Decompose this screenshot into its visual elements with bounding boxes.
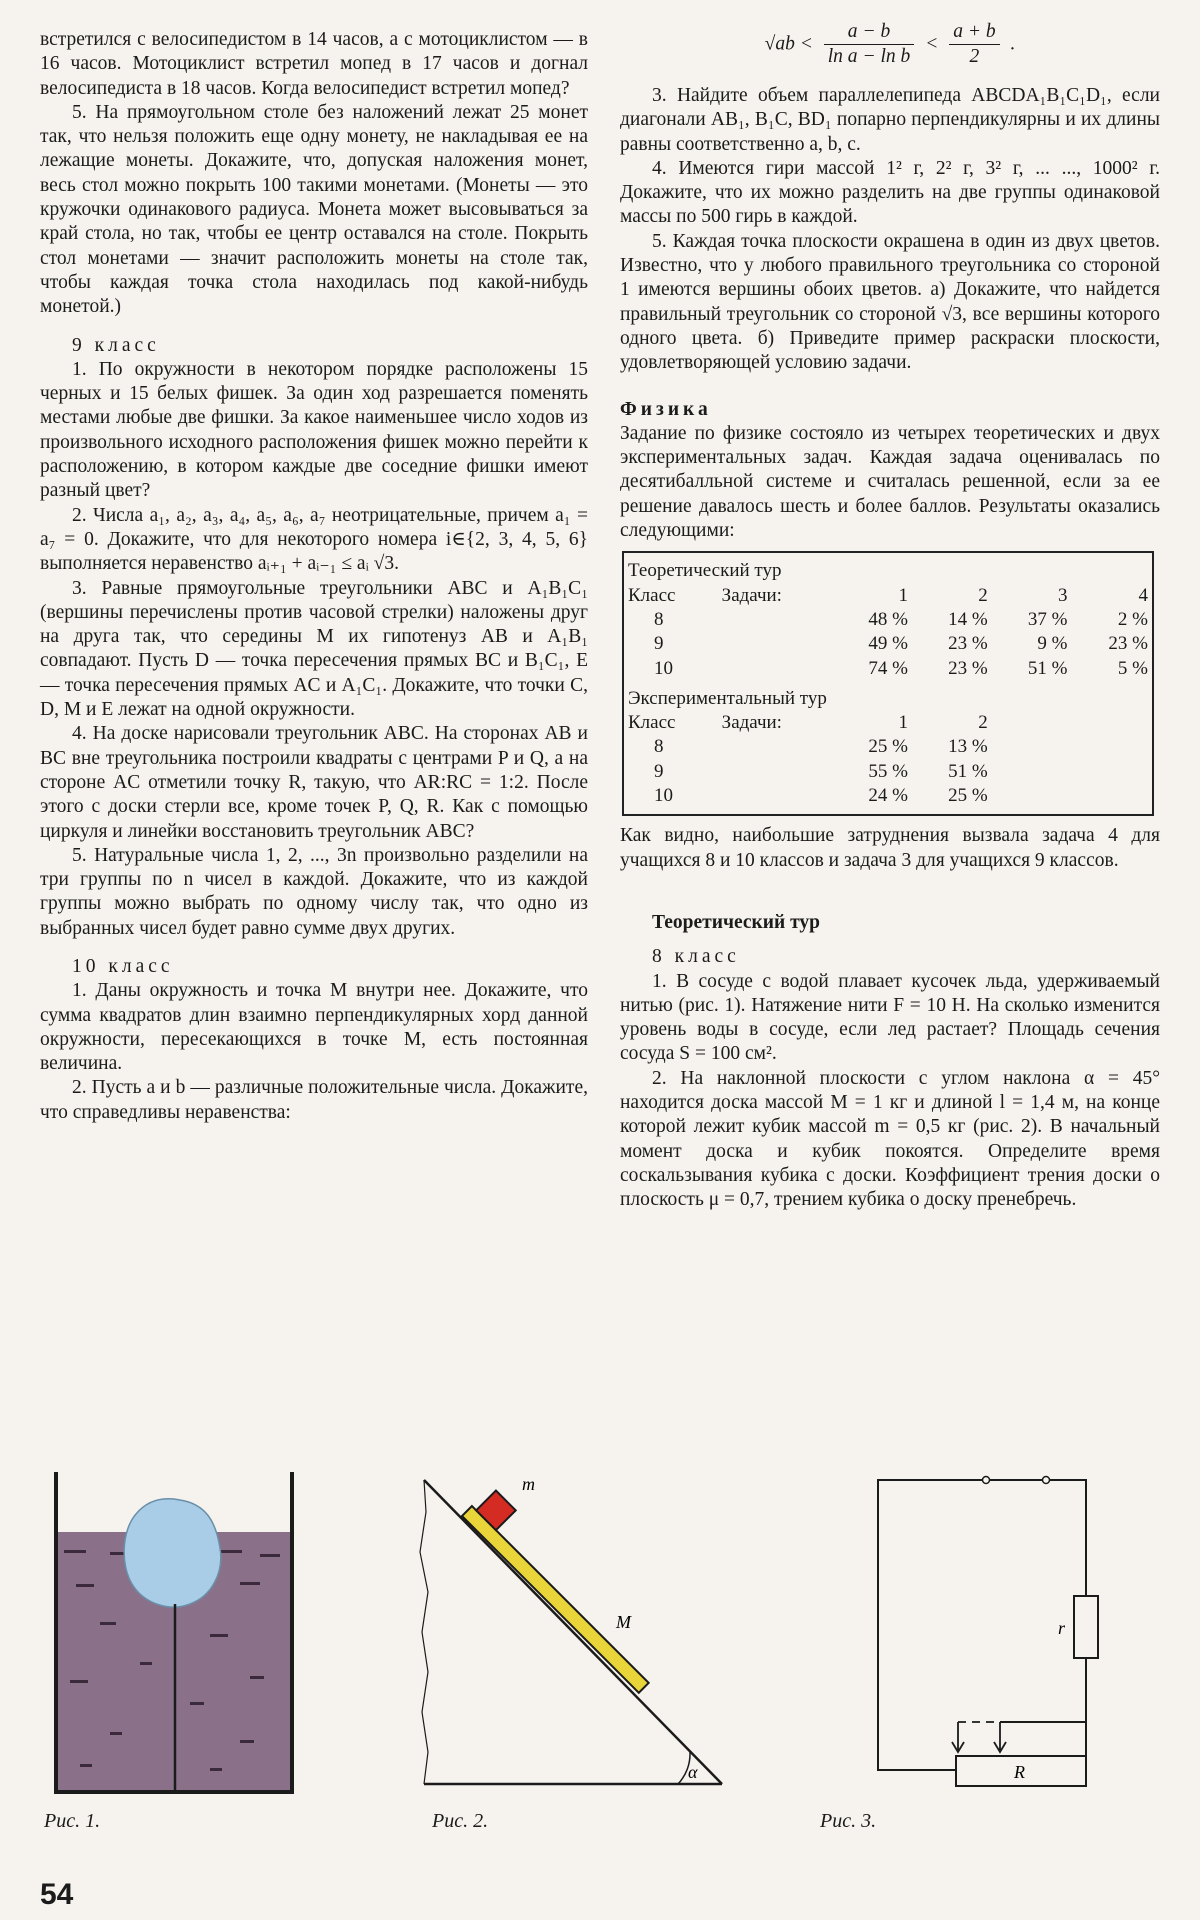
theoretical-round-heading: Теоретический тур bbox=[652, 911, 821, 933]
header-tasks: Задачи: bbox=[721, 584, 782, 606]
right-column bbox=[620, 20, 1160, 1212]
inequality-formula bbox=[620, 20, 1160, 84]
label-r: r bbox=[1058, 1618, 1066, 1638]
resistor-r bbox=[1074, 1596, 1098, 1658]
problem-10-3: 3. Найдите объем параллелепипеда ABCDA₁B₁C₁D₁, если диагонали AB₁, B₁C, BD₁ попарно перпендикулярны и их длины равны соответственно a, b, c. bbox=[620, 85, 1160, 155]
header-task-number: 4 bbox=[1138, 584, 1148, 606]
header-tasks: Задачи: bbox=[721, 712, 782, 734]
formula-left: √ab < bbox=[764, 33, 813, 55]
page-number: 54 bbox=[40, 1878, 74, 1911]
grade-10-heading: 10 класс bbox=[72, 955, 174, 977]
cell-class: 10 bbox=[654, 657, 673, 679]
cell-value: 37 % bbox=[1027, 608, 1068, 630]
header-task-number: 1 bbox=[898, 584, 908, 606]
cell-class: 10 bbox=[654, 785, 673, 807]
problem-10-1: 1. Даны окружность и точка M внутри нее. Докажите, что сумма квадратов длин взаимно перпендикулярных хорд данной окружности, пересекающихся в точке M, есть постоянная величина. bbox=[40, 980, 588, 1075]
header-task-number: 1 bbox=[898, 712, 908, 734]
terminal-right bbox=[1043, 1477, 1050, 1484]
ice-piece bbox=[124, 1499, 221, 1607]
cell-value: 2 % bbox=[1117, 608, 1148, 630]
incline-edge bbox=[420, 1480, 428, 1784]
problem-10-2: 2. Пусть a и b — различные положительные числа. Докажите, что справедливы неравенства: bbox=[40, 1077, 588, 1123]
label-R: R bbox=[1014, 1762, 1025, 1782]
table-section-title bbox=[623, 681, 1153, 711]
wire-left bbox=[878, 1480, 984, 1770]
grade-9-heading: 9 класс bbox=[72, 334, 160, 356]
header-task-number: 3 bbox=[1057, 584, 1068, 606]
table-row bbox=[623, 608, 1153, 632]
cell-spacer bbox=[718, 632, 833, 656]
problem-9-5: 5. Натуральные числа 1, 2, ..., 3n произвольно разделили на три группы по n чисел в каждой. Докажите, что из каждой группы можно выбрать по одному числу так, что одно из выбранных чисел будет равно сумме двух других. bbox=[40, 844, 588, 939]
table-row bbox=[623, 760, 1153, 784]
table-row bbox=[623, 657, 1153, 681]
cell-class: 8 bbox=[654, 736, 664, 758]
cell-value: 23 % bbox=[948, 657, 988, 679]
fraction-1 bbox=[824, 20, 915, 70]
cell-class: 8 bbox=[654, 608, 664, 630]
problem-8-5: 5. На прямоугольном столе без наложений лежат 25 монет так, что нельзя положить еще одну монету, не накладывая ее на лежащие монеты. Докажите, что, допуская наложения монет, весь стол можно покрыть 100 такими монетами. (Монеты — это кружочки одинакового радиуса. Монета может высовываться за край стола, но так, чтобы ее центр оставался на столе. Покрыть стол монетами — значит расположить монеты на столе так, чтобы каждая точка стола находилась под какой-нибудь монетой.) bbox=[40, 101, 588, 318]
cell-value: 74 % bbox=[868, 657, 908, 679]
table-row bbox=[623, 784, 1153, 808]
cell-value: 14 % bbox=[948, 608, 988, 630]
fraction-2 bbox=[949, 20, 999, 70]
cell-spacer bbox=[718, 735, 833, 759]
label-alpha: α bbox=[688, 1762, 698, 1782]
table-row bbox=[623, 632, 1153, 656]
fraction-1-numerator: a − b bbox=[824, 20, 915, 45]
cell-value: 23 % bbox=[948, 633, 988, 655]
cell-class: 9 bbox=[654, 633, 664, 655]
cell-value: 24 % bbox=[868, 785, 908, 807]
cell-spacer bbox=[718, 760, 833, 784]
table-bottom-padding bbox=[623, 808, 1153, 815]
incline-surface bbox=[424, 1480, 722, 1784]
figure-3-caption: Рис. 3. bbox=[820, 1810, 877, 1832]
problem-9-1: 1. По окружности в некотором порядке расположены 15 черных и 15 белых фишек. За один ход разрешается поменять местами любые две фишки. За какое наименьшее число ходов из произвольного исходного расположения фишек можно перейти к расположению, в котором каждые две соседние фишки имеют разный цвет? bbox=[40, 358, 588, 502]
fraction-2-numerator: a + b bbox=[949, 20, 999, 45]
physics-heading: Физика bbox=[620, 398, 712, 420]
figure-1-vessel bbox=[40, 1472, 312, 1812]
cell-value: 48 % bbox=[868, 608, 908, 630]
fraction-2-denominator: 2 bbox=[969, 46, 980, 68]
physics-intro: Задание по физике состояло из четырех теоретических и двух экспериментальных задач. Каждая задача оценивалась по десятибалльной системе и считалась решенной, если за ее решение давалось шесть и более баллов. Результаты оказались следующими: bbox=[620, 422, 1160, 542]
cell-class: 9 bbox=[654, 760, 664, 782]
header-task-number: 2 bbox=[978, 712, 988, 734]
problem-9-3: 3. Равные прямоугольные треугольники ABC и A₁B₁C₁ (вершины перечислены против часовой стрелки) наложены друг на друга так, что середины M их гипотенуз AB и A₁B₁ совпадают. Пусть D — точка пересечения прямых BC и B₁C₁, E — точка пересечения прямых AC и A₁C₁. Докажите, что точки C, D, M и E лежат на одной окружности. bbox=[40, 577, 588, 721]
cell-spacer bbox=[718, 657, 833, 681]
table-row bbox=[623, 735, 1153, 759]
board bbox=[462, 1506, 649, 1693]
cell-value: 5 % bbox=[1117, 657, 1148, 679]
table-header-row bbox=[623, 711, 1153, 735]
problem-10-5: 5. Каждая точка плоскости окрашена в один из двух цветов. Известно, что у любого правильного треугольника со стороной 1 имеются вершины обоих цветов. а) Докажите, что найдется правильный треугольник со стороной √3, все вершины которого одного цвета. б) Приведите пример раскраски плоскости, удовлетворяющей условию задачи. bbox=[620, 230, 1160, 374]
left-column bbox=[40, 28, 588, 1125]
cell-spacer bbox=[718, 784, 833, 808]
terminal-left bbox=[983, 1477, 990, 1484]
formula-less-than: < bbox=[925, 33, 939, 55]
header-task-number: 2 bbox=[978, 584, 988, 606]
cell-value: 9 % bbox=[1037, 633, 1068, 655]
formula-dot: . bbox=[1010, 33, 1016, 55]
header-class: Класс bbox=[628, 712, 676, 734]
cell-value: 23 % bbox=[1108, 633, 1148, 655]
cell-spacer bbox=[718, 608, 833, 632]
table-title-cell: Экспериментальный тур bbox=[628, 687, 827, 709]
problem-10-4: 4. Имеются гири массой 1² г, 2² г, 3² г, ... ..., 1000² г. Докажите, что их можно разделить на две группы одинаковой массы по 500 гирь в каждой. bbox=[620, 157, 1160, 228]
table-title-cell: Теоретический тур bbox=[628, 560, 782, 582]
cell-value: 49 % bbox=[868, 633, 908, 655]
figure-3-circuit bbox=[860, 1472, 1160, 1812]
paragraph: встретился с велосипедистом в 14 часов, а с мотоциклистом — в 16 часов. Мотоциклист встретил мопед в 17 часов и догнал велосипедиста в 18 часов. Когда велосипедист встретил мопед? bbox=[40, 29, 588, 99]
table-header-row bbox=[623, 584, 1153, 608]
physics-conclusion: Как видно, наибольшие затруднения вызвала задача 4 для учащихся 8 и 10 классов и задача 3 для учащихся 9 классов. bbox=[620, 825, 1160, 871]
fraction-1-denominator: ln a − ln b bbox=[827, 46, 911, 68]
slider-arrow-left bbox=[952, 1722, 964, 1752]
physics-problem-1: 1. В сосуде с водой плавает кусочек льда, удерживаемый нитью (рис. 1). Натяжение нити F = 10 Н. На сколько изменится уровень воды в сосуде, если лед растает? Площадь сечения сосуда S = 100 см². bbox=[620, 970, 1160, 1065]
cell-value: 13 % bbox=[948, 736, 988, 758]
results-table bbox=[622, 551, 1154, 816]
cell-value: 25 % bbox=[868, 736, 908, 758]
wire-right bbox=[980, 1480, 1086, 1770]
problem-9-2: 2. Числа a₁, a₂, a₃, a₄, a₅, a₆, a₇ неотрицательные, причем a₁ = a₇ = 0. Докажите, что для некоторого номера i∈{2, 3, 4, 5, 6} выполняется неравенство aᵢ₊₁ + aᵢ₋₁ ≤ aᵢ √3. bbox=[40, 504, 588, 575]
label-M: M bbox=[616, 1612, 631, 1632]
header-class: Класс bbox=[628, 584, 676, 606]
cell-value: 55 % bbox=[868, 760, 908, 782]
board-group bbox=[462, 1486, 668, 1692]
label-m: m bbox=[522, 1474, 535, 1494]
table-section-title bbox=[623, 552, 1153, 583]
problem-9-4: 4. На доске нарисовали треугольник ABC. На сторонах AB и BC вне треугольника построили квадраты с центрами P и Q, а на стороне AC отметили точку R, такую, что AR:RC = 1:2. После этого с доски стерли все, кроме точек P, Q, R. Как с помощью циркуля и линейки восстановить треугольник ABC? bbox=[40, 723, 588, 842]
figure-1-caption: Рис. 1. bbox=[44, 1810, 101, 1832]
slider-arrow-right bbox=[994, 1722, 1006, 1752]
cell-value: 25 % bbox=[948, 785, 988, 807]
figure-2-incline bbox=[410, 1472, 740, 1812]
cell-value: 51 % bbox=[1027, 657, 1068, 679]
physics-problem-2: 2. На наклонной плоскости с углом наклона α = 45° находится доска массой M = 1 кг и длиной l = 1,4 м, на конце которой лежит кубик массой m = 0,5 кг (рис. 2). В начальный момент доска и кубик покоятся. Определите время соскальзывания кубика с доски. Коэффициент трения доски о плоскость μ = 0,7, трением кубика о доску пренебречь. bbox=[620, 1067, 1160, 1211]
cell-value: 51 % bbox=[948, 760, 988, 782]
grade-8-heading: 8 класс bbox=[652, 946, 740, 968]
figure-2-caption: Рис. 2. bbox=[432, 1810, 489, 1832]
